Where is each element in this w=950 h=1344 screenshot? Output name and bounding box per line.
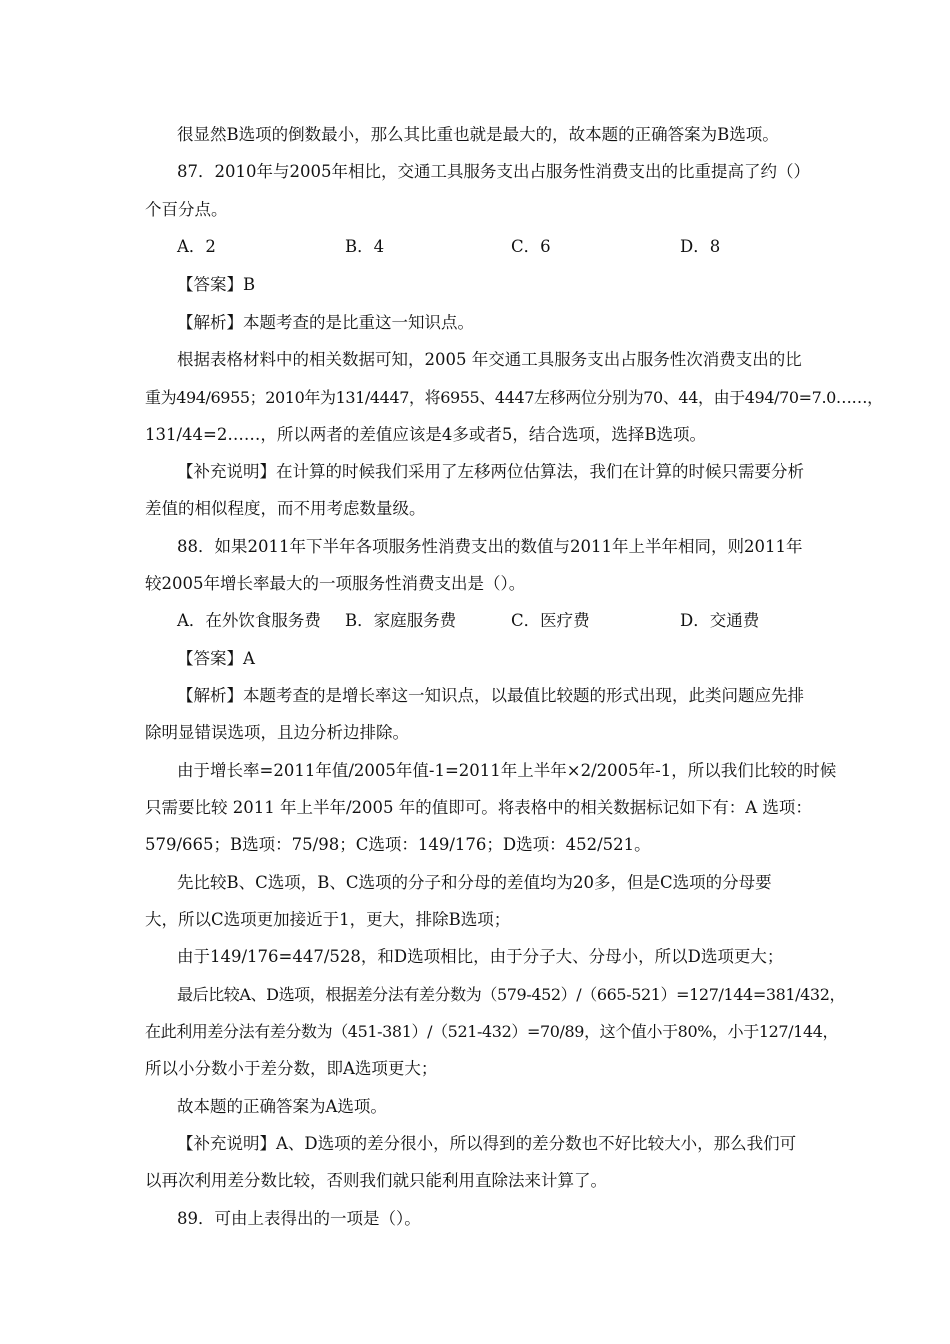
q87-option-a: A．2	[177, 237, 216, 256]
answer-line: 【答案】B	[177, 275, 256, 294]
question-88-line: 88．如果2011年下半年各项服务性消费支出的数值与2011年上半年相同，则2011年	[177, 537, 803, 556]
q88-option-d: D．交通费	[680, 611, 760, 630]
question-87-line: 个百分点。	[145, 200, 228, 219]
analysis-line: 【解析】本题考查的是比重这一知识点。	[177, 313, 474, 332]
q88-option-a: A．在外饮食服务费	[177, 611, 321, 630]
q87-option-c: C．6	[511, 237, 551, 256]
supplement-line: 【补充说明】A、D选项的差分很小，所以得到的差分数也不好比较大小，那么我们可	[177, 1134, 797, 1153]
question-88-line: 较2005年增长率最大的一项服务性消费支出是（）。	[145, 574, 526, 593]
question-87-line: 87．2010年与2005年相比，交通工具服务支出占服务性消费支出的比重提高了约（）	[177, 162, 810, 181]
paragraph-line: 在此利用差分法有差分数为（451-381）/（521-432）=70/89，这个值小于80%，小于127/144，	[145, 1022, 839, 1041]
paragraph-line: 131/44=2……，所以两者的差值应该是4多或者5，结合选项，选择B选项。	[145, 425, 706, 444]
paragraph-line: 除明显错误选项，且边分析边排除。	[145, 723, 409, 742]
paragraph-line: 由于149/176=447/528，和D选项相比，由于分子大、分母小，所以D选项更大；	[177, 947, 784, 966]
paragraph-line: 只需要比较 2011 年上半年/2005 年的值即可。将表格中的相关数据标记如下有：A 选项：	[145, 798, 812, 817]
supplement-line: 【补充说明】在计算的时候我们采用了左移两位估算法，我们在计算的时候只需要分析	[177, 462, 804, 481]
q88-option-b: B．家庭服务费	[345, 611, 457, 630]
paragraph-line: 很显然B选项的倒数最小，那么其比重也就是最大的，故本题的正确答案为B选项。	[177, 125, 779, 144]
paragraph-line: 所以小分数小于差分数，即A选项更大；	[145, 1059, 438, 1078]
conclusion-line: 故本题的正确答案为A选项。	[177, 1097, 387, 1116]
q87-option-d: D．8	[680, 237, 721, 256]
paragraph-line: 根据表格材料中的相关数据可知，2005 年交通工具服务支出占服务性次消费支出的比	[177, 350, 802, 369]
paragraph-line: 最后比较A、D选项，根据差分法有差分数为（579-452）/（665-521）=127/144=381/432，	[177, 985, 846, 1004]
paragraph-line: 579/665；B选项：75/98；C选项：149/176；D选项：452/521。	[145, 835, 651, 854]
question-89-line: 89．可由上表得出的一项是（）。	[177, 1209, 421, 1228]
paragraph-line: 先比较B、C选项，B、C选项的分子和分母的差值均为20多，但是C选项的分母要	[177, 873, 772, 892]
paragraph-line: 大，所以C选项更加接近于1，更大，排除B选项；	[145, 910, 511, 929]
paragraph-line: 由于增长率=2011年值/2005年值-1=2011年上半年×2/2005年-1，所以我们比较的时候	[177, 761, 837, 780]
paragraph-line: 重为494/6955；2010年为131/4447，将6955、4447左移两位分别为70、44，由于494/70=7.0……，	[145, 388, 883, 407]
paragraph-line: 以再次利用差分数比较，否则我们就只能利用直除法来计算了。	[145, 1171, 607, 1190]
paragraph-line: 差值的相似程度，而不用考虑数量级。	[145, 499, 426, 518]
q88-option-c: C．医疗费	[511, 611, 590, 630]
q87-option-b: B．4	[345, 237, 385, 256]
answer-line: 【答案】A	[177, 649, 255, 668]
analysis-line: 【解析】本题考查的是增长率这一知识点，以最值比较题的形式出现，此类问题应先排	[177, 686, 804, 705]
